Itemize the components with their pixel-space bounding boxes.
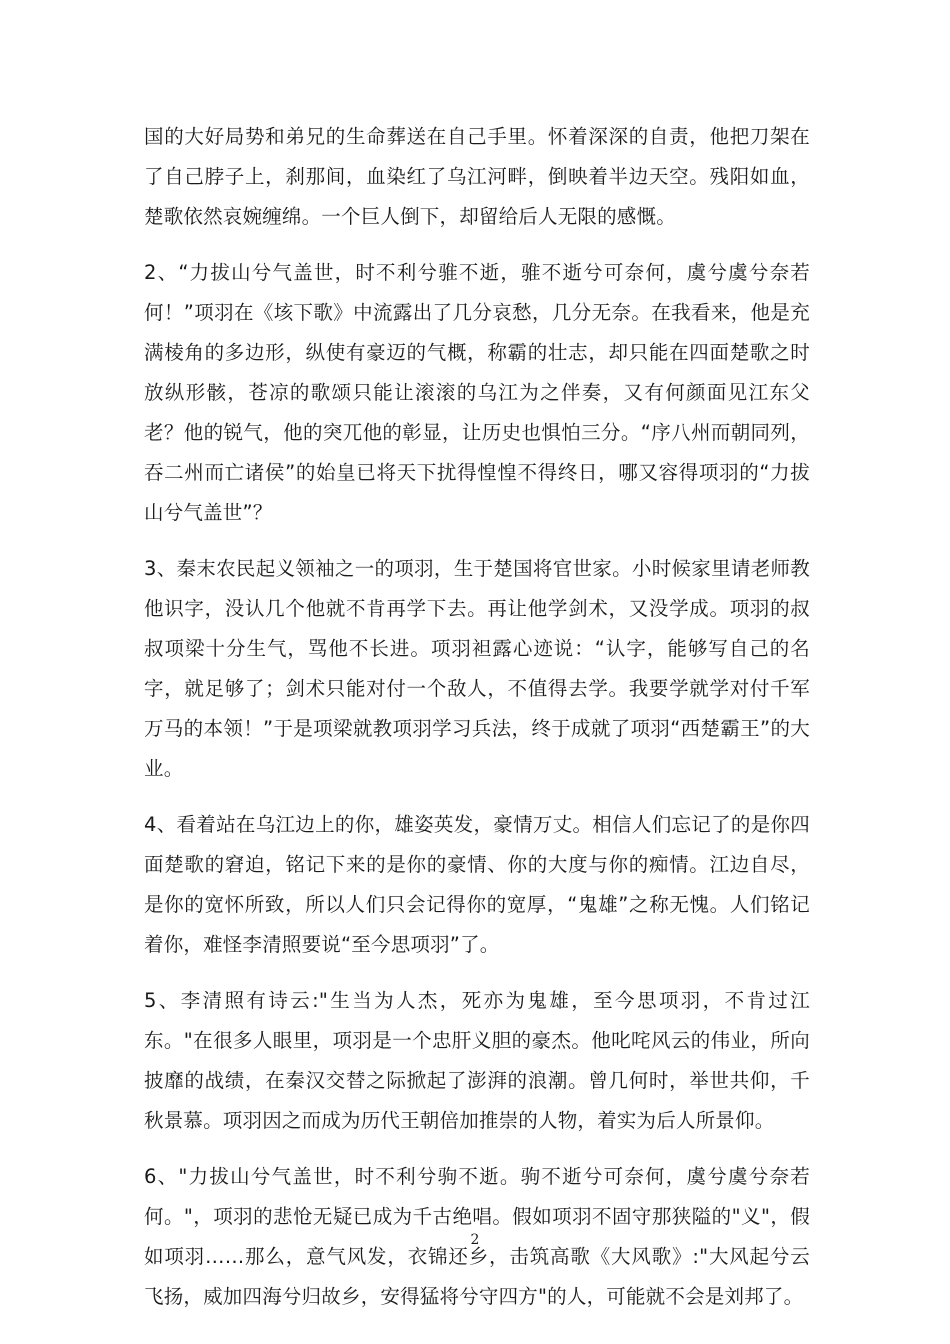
paragraph-4: 4、看着站在乌江边上的你，雄姿英发，豪情万丈。相信人们忘记了的是你四面楚歌的窘迫，铭记下来的是你的豪情、你的大度与你的痴情。江边自尽，是你的宽怀所致，所以人们只会记得你的宽厚，“鬼雄”之称无愧。人们铭记着你，难怪李清照要说“至今思项羽”了。: [144, 813, 810, 956]
page-number: 2: [470, 1232, 480, 1248]
paragraph-6: 6、"力拔山兮气盖世，时不利兮驹不逝。驹不逝兮可奈何，虞兮虞兮奈若何。"，项羽的悲怆无疑已成为千古绝唱。假如项羽不固守那狭隘的"义"，假如项羽……那么，意气风发，衣锦还乡，击筑高歌《大风歌》:"大风起兮云飞扬，威加四海兮归故乡，安得猛将兮守四方"的人，可能就不会是刘邦了。: [144, 1165, 810, 1308]
paragraph-3: 3、秦末农民起义领袖之一的项羽，生于楚国将官世家。小时候家里请老师教他识字，没认几个他就不肯再学下去。再让他学剑术，又没学成。项羽的叔叔项梁十分生气，骂他不长进。项羽袒露心迹说：“认字，能够写自己的名字，就足够了；剑术只能对付一个敌人，不值得去学。我要学就学对付千军万马的本领！”于是项梁就教项羽学习兵法，终于成就了项羽“西楚霸王”的大业。: [144, 557, 810, 780]
paragraph-2: 2、“力拔山兮气盖世，时不利兮骓不逝，骓不逝兮可奈何，虞兮虞兮奈若何！”项羽在《垓下歌》中流露出了几分哀愁，几分无奈。在我看来，他是充满棱角的多边形，纵使有豪迈的气概，称霸的壮志，却只能在四面楚歌之时放纵形骸，苍凉的歌颂只能让滚滚的乌江为之伴奏，又有何颜面见江东父老？他的锐气，他的突兀他的彰显，让历史也惧怕三分。“序八州而朝同列，吞二州而亡诸侯”的始皇已将天下扰得惶惶不得终日，哪又容得项羽的“力拔山兮气盖世”？: [144, 261, 810, 524]
paragraph-continuation: 国的大好局势和弟兄的生命葬送在自己手里。怀着深深的自责，他把刀架在了自己脖子上，刹那间，血染红了乌江河畔，倒映着半边天空。残阳如血，楚歌依然哀婉缠绵。一个巨人倒下，却留给后人无限的感慨。: [144, 125, 810, 228]
document-body: [144, 117, 810, 1333]
paragraph-5: 5、李清照有诗云:"生当为人杰，死亦为鬼雄，至今思项羽，不肯过江东。"在很多人眼里，项羽是一个忠肝义胆的豪杰。他叱咤风云的伟业，所向披靡的战绩，在秦汉交替之际掀起了澎湃的浪潮。曾几何时，举世共仰，千秋景慕。项羽因之而成为历代王朝倍加推崇的人物，着实为后人所景仰。: [144, 989, 810, 1132]
